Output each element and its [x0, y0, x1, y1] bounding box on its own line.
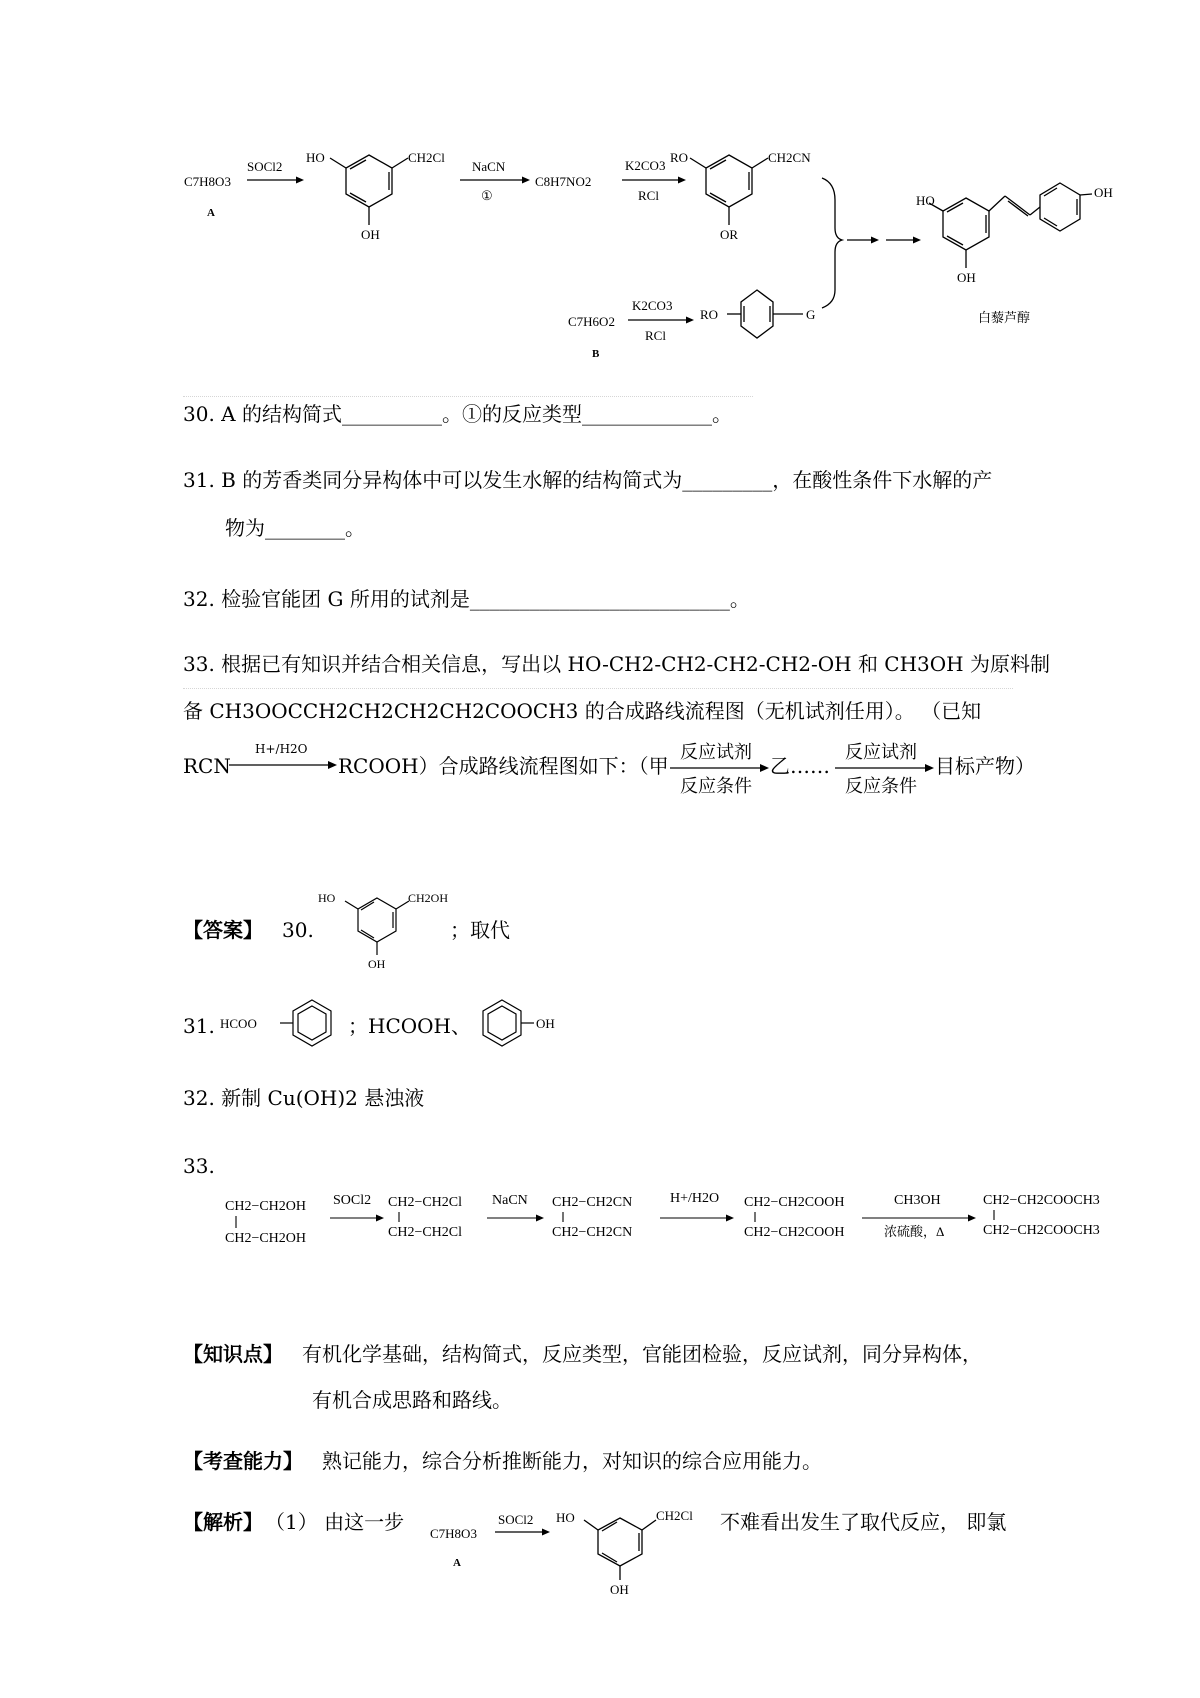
- question-32: 32. 检验官能团 G 所用的试剂是__________________________。: [183, 587, 750, 611]
- known-condition: H+/H2O: [255, 742, 308, 756]
- ring1-ch2cl: CH2Cl: [408, 150, 445, 165]
- analysis-socl2: SOCl2: [498, 1512, 534, 1527]
- ability-text: 熟记能力，综合分析推断能力，对知识的综合应用能力。: [322, 1449, 822, 1473]
- question-33-line2: 备 CH3OOCCH2CH2CH2CH2COOCH3 的合成路线流程图（无机试剂任用）。 （已知: [183, 699, 982, 723]
- analysis-oh: OH: [610, 1582, 629, 1597]
- analysis-structure: [420, 1488, 710, 1598]
- question-31-line2: 物为________。: [225, 516, 365, 540]
- route-s4-top: CH2−CH2COOH: [744, 1195, 845, 1210]
- product-name: 白藜芦醇: [978, 310, 1031, 325]
- route-r1: SOCl2: [333, 1193, 372, 1208]
- analysis-label: 【解析】: [183, 1510, 263, 1534]
- answer-31-phenol-structure: [470, 990, 580, 1060]
- flow-target: 目标产物）: [935, 754, 1035, 778]
- reagent-k2co3-bottom: K2CO3: [632, 298, 673, 313]
- ring3-ro: RO: [700, 307, 719, 322]
- knowledge-line1: 有机化学基础，结构简式，反应类型，官能团检验，反应试剂，同分异构体，: [302, 1342, 982, 1366]
- route-s2-top: CH2−CH2Cl: [388, 1195, 463, 1210]
- answer-30-type: ；取代: [450, 918, 510, 942]
- analysis-ch2cl: CH2Cl: [656, 1508, 693, 1523]
- ring1-oh: OH: [361, 227, 380, 242]
- answer-31-number: 31.: [183, 1014, 215, 1038]
- intermediate-formula: C8H7NO2: [535, 174, 592, 189]
- answer-30-structure: [300, 870, 470, 970]
- ring2-ro: RO: [670, 150, 689, 165]
- answer-label: 【答案】: [183, 918, 263, 942]
- answer-31-formate-structure: [218, 990, 348, 1060]
- analysis-a-label: A: [453, 1557, 461, 1569]
- answer-33-route: [0, 1180, 1200, 1260]
- route-s1-bottom: CH2−CH2OH: [225, 1231, 307, 1246]
- question-31-line1: 31. B 的芳香类同分异构体中可以发生水解的结构简式为_________，在酸性条件下水解的产: [183, 468, 993, 492]
- route-s2-bottom: CH2−CH2Cl: [388, 1225, 463, 1240]
- ring2-or: OR: [720, 227, 739, 242]
- flow-arrow-2: [835, 762, 935, 774]
- known-reaction-arrow: [229, 758, 339, 772]
- ability-label: 【考查能力】: [183, 1449, 303, 1473]
- answer-31-oh: OH: [536, 1016, 555, 1031]
- flow-reagent-1: 反应试剂: [680, 742, 752, 763]
- reagent-socl2: SOCl2: [247, 159, 283, 174]
- analysis-ho: HO: [556, 1510, 575, 1525]
- answer-31-products: ；HCOOH、: [348, 1014, 471, 1038]
- route-s4-bottom: CH2−CH2COOH: [744, 1225, 845, 1240]
- known-reaction-rcooh: RCOOH）合成路线流程图如下：（甲: [338, 754, 669, 778]
- question-33-line1: 33. 根据已有知识并结合相关信息，写出以 HO-CH2-CH2-CH2-CH2-OH 和 CH3OH 为原料制: [183, 652, 1050, 676]
- compound-b-formula: C7H6O2: [568, 314, 615, 329]
- reagent-rcl-bottom: RCl: [645, 328, 666, 343]
- route-s1-top: CH2−CH2OH: [225, 1199, 307, 1214]
- answer-30-oh: OH: [368, 957, 386, 970]
- compound-a-formula: C7H8O3: [184, 174, 231, 189]
- answer-32: 32. 新制 Cu(OH)2 悬浊液: [183, 1086, 425, 1110]
- answer-30-number: 30.: [282, 918, 314, 942]
- route-s5-bottom: CH2−CH2COOCH3: [983, 1223, 1100, 1238]
- knowledge-label: 【知识点】: [183, 1342, 283, 1366]
- flow-arrow-1: [670, 762, 770, 774]
- route-s3-top: CH2−CH2CN: [552, 1195, 633, 1210]
- known-reaction-rcn: RCN: [183, 754, 231, 778]
- route-r3: H+/H2O: [670, 1191, 720, 1206]
- flow-intermediate: 乙……: [770, 754, 830, 778]
- reagent-nacn: NaCN: [472, 159, 506, 174]
- ring2-ch2cn: CH2CN: [768, 150, 811, 165]
- step-number-1: ①: [481, 188, 493, 203]
- knowledge-line2: 有机合成思路和路线。: [312, 1388, 512, 1412]
- compound-b-label: B: [592, 348, 600, 360]
- resveratrol-oh-bottom: OH: [957, 270, 976, 285]
- flow-condition-1: 反应条件: [680, 776, 752, 797]
- answer-31-hcoo: HCOO: [220, 1016, 257, 1031]
- flow-reagent-2: 反应试剂: [845, 742, 917, 763]
- analysis-lead: （1） 由这一步: [265, 1510, 405, 1534]
- route-r4-top: CH3OH: [894, 1193, 941, 1208]
- reagent-k2co3-top: K2CO3: [625, 158, 666, 173]
- flow-condition-2: 反应条件: [845, 776, 917, 797]
- question-30: 30. A 的结构简式__________。①的反应类型_____________。: [183, 402, 732, 426]
- answer-33-number: 33.: [183, 1154, 215, 1178]
- route-r2: NaCN: [492, 1193, 528, 1208]
- route-r4-bottom: 浓硫酸，Δ: [884, 1224, 945, 1239]
- route-s3-bottom: CH2−CH2CN: [552, 1225, 633, 1240]
- route-s5-top: CH2−CH2COOCH3: [983, 1193, 1100, 1208]
- analysis-a-formula: C7H8O3: [430, 1526, 477, 1541]
- answer-30-ch2oh: CH2OH: [408, 891, 449, 905]
- answer-30-ho: HO: [318, 891, 336, 905]
- analysis-tail: 不难看出发生了取代反应， 即氯: [720, 1510, 1007, 1534]
- resveratrol-oh-right: OH: [1094, 185, 1113, 200]
- compound-a-label: A: [207, 207, 215, 219]
- ring3-g: G: [806, 307, 816, 322]
- resveratrol-ho: HO: [916, 193, 935, 208]
- synthesis-scheme: [0, 0, 1200, 370]
- reagent-rcl-top: RCl: [638, 188, 659, 203]
- ring1-ho: HO: [306, 150, 325, 165]
